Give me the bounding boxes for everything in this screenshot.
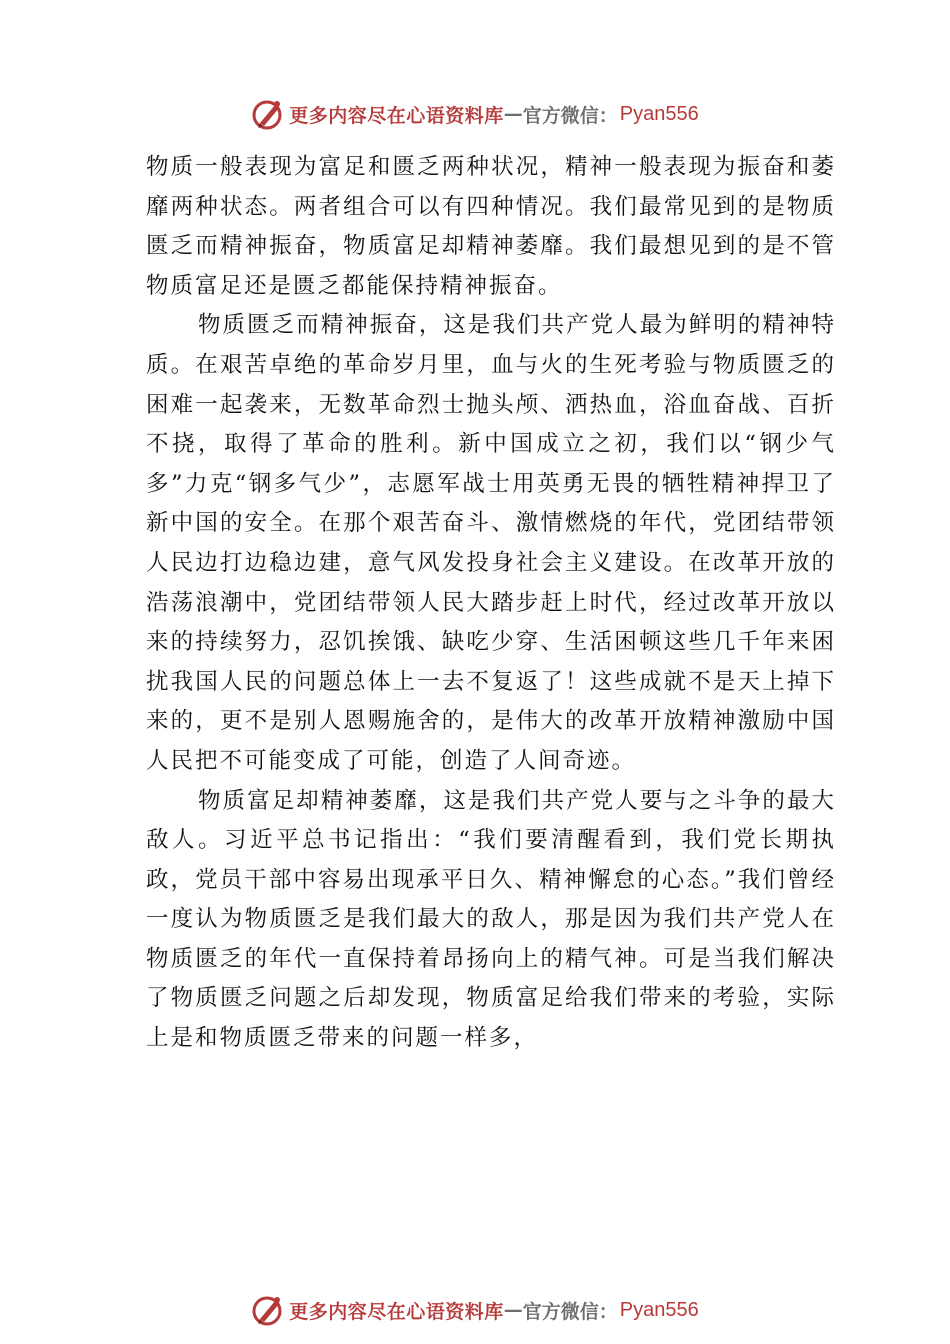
pen-logo-icon [251, 1293, 285, 1327]
paragraph-2: 物质匮乏而精神振奋，这是我们共产党人最为鲜明的精神特质。在艰苦卓绝的革命岁月里，血与火的生死考验与物质匮乏的困难一起袭来，无数革命烈士抛头颅、洒热血，浴血奋战、百折不挠，取得了革命的胜利。新中国成立之初，我们以“钢少气多”力克“钢多气少”，志愿军战士用英勇无畏的牺牲精神捍卫了新中国的安全。在那个艰苦奋斗、激情燃烧的年代，党团结带领人民边打边稳边建，意气风发投身社会主义建设。在改革开放的浩荡浪潮中，党团结带领人民大踏步赶上时代，经过改革开放以来的持续努力，忍饥挨饿、缺吃少穿、生活困顿这些几千年来困扰我国人民的问题总体上一去不复返了！这些成就不是天上掉下来的，更不是别人恩赐施舍的，是伟大的改革开放精神激励中国人民把不可能变成了可能，创造了人间奇迹。 [146, 312, 836, 774]
document-body [146, 148, 836, 1059]
banner-wechat-id: Pyan556 [619, 102, 699, 125]
footer-banner-wechat-id: Pyan556 [619, 1298, 699, 1321]
banner-title: 更多内容尽在心语资料库 [289, 104, 504, 127]
paragraph-1: 物质一般表现为富足和匮乏两种状况，精神一般表现为振奋和萎靡两种状态。两者组合可以有四种情况。我们最常见到的是物质匮乏而精神振奋，物质富足却精神萎靡。我们最想见到的是不管物质富足还是匮乏都能保持精神振奋。 [146, 154, 836, 299]
footer-banner-wechat-label: 官方微信： [522, 1300, 618, 1323]
pen-logo-icon [251, 97, 285, 131]
header-banner [0, 94, 950, 134]
banner-wechat-label: 官方微信： [522, 104, 618, 127]
paragraph-3: 物质富足却精神萎靡，这是我们共产党人要与之斗争的最大敌人。习近平总书记指出：“我们要清醒看到，我们党长期执政，党员干部中容易出现承平日久、精神懈怠的心态。”我们曾经一度认为物质匮乏是我们最大的敌人，那是因为我们共产党人在物质匮乏的年代一直保持着昂扬向上的精气神。可是当我们解决了物质匮乏问题之后却发现，物质富足给我们带来的考验，实际上是和物质匮乏带来的问题一样多， [146, 787, 836, 1052]
footer-banner-dash: — [503, 1299, 523, 1321]
footer-banner-title: 更多内容尽在心语资料库 [289, 1300, 504, 1323]
banner-dash: — [503, 103, 523, 125]
footer-banner [0, 1290, 950, 1330]
